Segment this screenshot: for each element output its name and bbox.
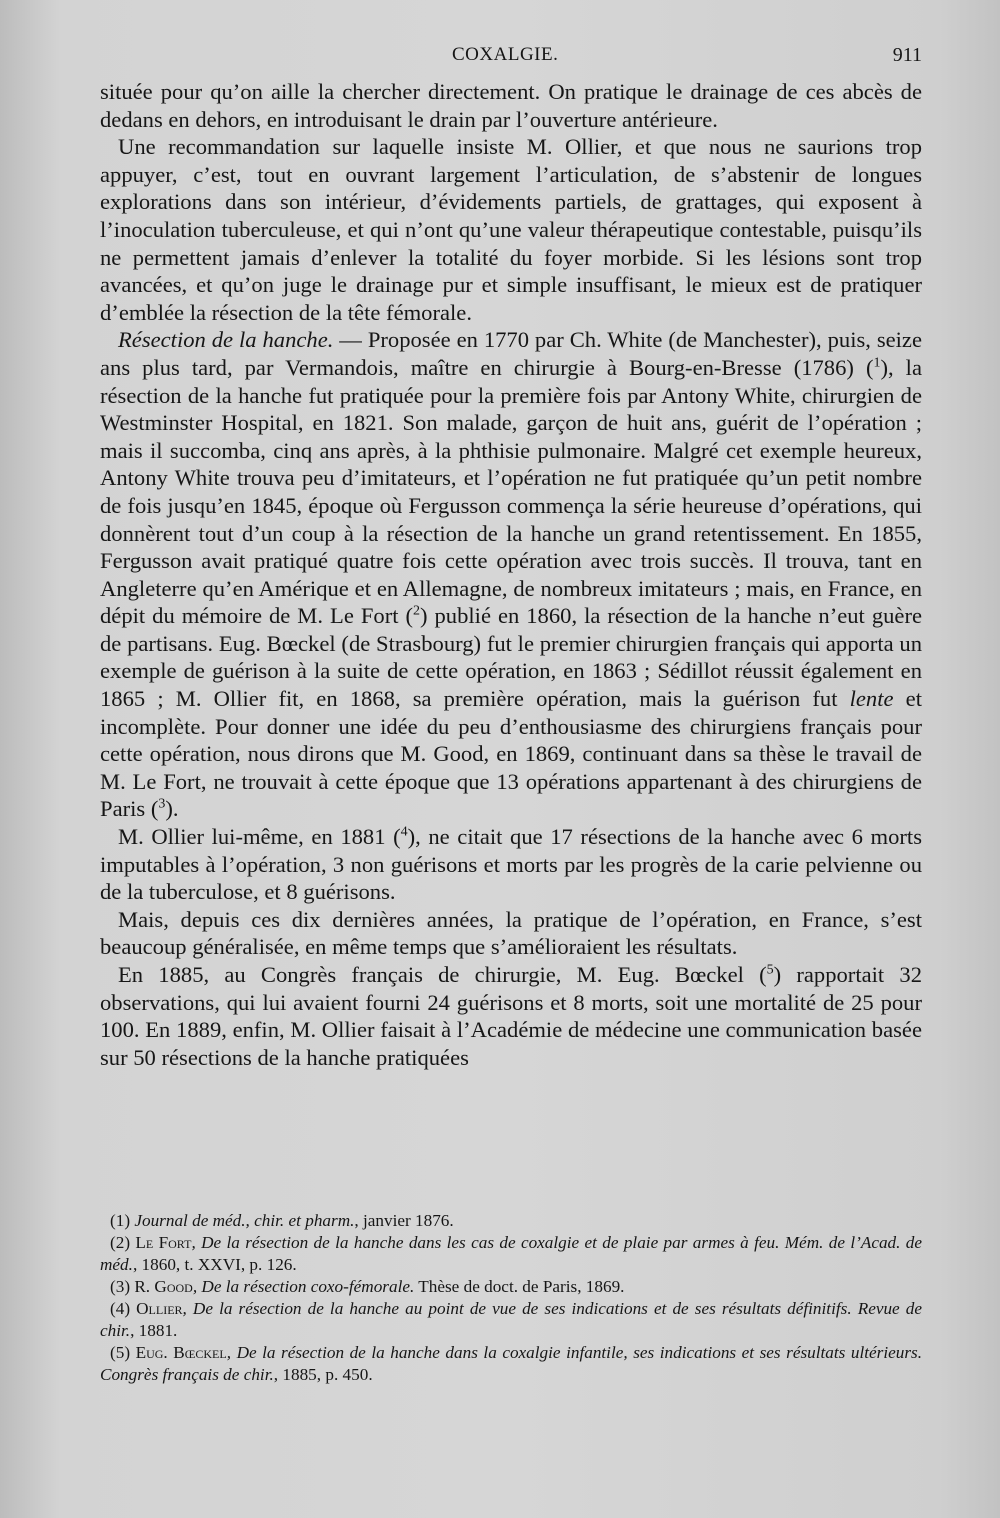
paragraph-3: Résection de la hanche. — Proposée en 1770 par Ch. White (de Manchester), puis, seize ans plus tard, par Vermandois, maître en chirurgie à Bourg-en-Bresse (1786) ($^1$), la résection de la hanche fut pratiquée pour la première fois par Antony White, chirurgien de Westminster Hospital, en 1821. Son malade, garçon de huit ans, guérit de l’opération ; mais il succomba, cinq ans après, à la phthisie pulmonaire. Malgré cet exemple heureux, Antony White trouva peu d’imitateurs, et l’opération ne fut pratiquée qu’un petit nombre de fois jusqu’en 1845, époque où Fergusson commença la série heureuse d’opérations, qui donnèrent tout d’un coup à la résection de la hanche un grand retentissement. En 1855, Fergusson avait pratiqué quatre fois cette opération avec trois succès. Il trouva, tant en Angleterre qu’en Amérique et en Allemagne, de nombreux imitateurs ; mais, en France, en dépit du mémoire de M. Le Fort ($^2$) publié en 1860, la résection de la hanche n’eut guère de partisans. Eug. Bœckel (de Strasbourg) fut le premier chirurgien français qui apporta un exemple de guérison à la suite de cette opération, en 1863 ; Sédillot réussit également en 1865 ; M. Ollier fit, en 1868, sa première opération, mais la guérison fut lente et incomplète. Pour donner une idée du peu d’enthousiasme des chirurgiens français pour cette opération, nous dirons que M. Good, en 1869, continuant dans sa thèse le travail de M. Le Fort, ne trouvait à cette époque que 13 opérations appartenant à des chirurgiens de Paris ($^3$). [100,327,922,822]
footnote-4: (4) Ollier, De la résection de la hanche au point de vue de ses indications et de ses résultats définitifs. Revue de chir., 1881. [100,1299,922,1340]
paragraph-5: Mais, depuis ces dix dernières années, la pratique de l’opération, en France, s’est beaucoup généralisée, en même temps que s’amélioraient les résultats. [100,906,922,960]
footnote-ref: 5 [766,962,774,978]
italic-word: lente [849,686,894,712]
paragraph-2: Une recommandation sur laquelle insiste M. Ollier, et que nous ne saurions trop appuyer, c’est, tout en ouvrant largement l’articulation, de s’abstenir de longues explorations dans son intérieur, d’évidements partiels, de grattages, qui exposent à l’inoculation tuberculeuse, et qui n’ont qu’une valeur thérapeutique contestable, puisqu’ils ne permettent jamais d’enlever la totalité du foyer morbide. Si les lésions sont trop avancées, et qu’on juge le drainage pur et simple insuffisant, le mieux est de pratiquer d’emblée la résection de la tête fémorale. [100,134,922,325]
paragraph-4: M. Ollier lui-même, en 1881 ($^4$), ne citait que 17 résections de la hanche avec 6 morts imputables à l’opération, 3 non guérisons et morts par les progrès de la carie pelvienne ou de la tuberculose, et 8 guérisons. [100,824,922,905]
page-header [100,44,922,74]
footnotes [100,1210,922,1386]
footnote-5: (5) Eug. Bœckel, De la résection de la hanche dans la coxalgie infantile, ses indications et ses résultats ultérieurs. Congrès français de chir., 1885, p. 450. [100,1343,923,1384]
page-number: 911 [892,44,922,66]
footnote-1: (1) Journal de méd., chir. et pharm., janvier 1876. [110,1211,454,1230]
paragraph-1: située pour qu’on aille la chercher directement. On pratique le drainage de ces abcès de dedans en dehors, en introduisant le drain par l’ouverture antérieure. [100,79,922,132]
footnote-ref: 2 [413,603,420,619]
section-heading: Résection de la hanche. [118,327,334,353]
body-text [100,78,922,1071]
running-head: COXALGIE. [452,44,559,65]
paragraph-6: En 1885, au Congrès français de chirurgie, M. Eug. Bœckel ($^5$) rapportait 32 observations, qui lui avaient fourni 24 guérisons et 8 morts, soit une mortalité de 25 pour 100. En 1889, enfin, M. Ollier faisait à l’Académie de médecine une communication basée sur 50 résections de la hanche pratiquées [100,962,922,1070]
footnote-ref: 1 [873,355,881,371]
footnote-3: (3) R. Good, De la résection coxo-fémorale. Thèse de doct. de Paris, 1869. [110,1277,625,1296]
footnote-2: (2) Le Fort, De la résection de la hanche dans les cas de coxalgie et de plaie par armes à feu. Mém. de l’Acad. de méd., 1860, t. XXVI, p. 126. [100,1233,923,1274]
footnote-ref: 4 [400,824,408,840]
footnote-ref: 3 [158,796,166,812]
